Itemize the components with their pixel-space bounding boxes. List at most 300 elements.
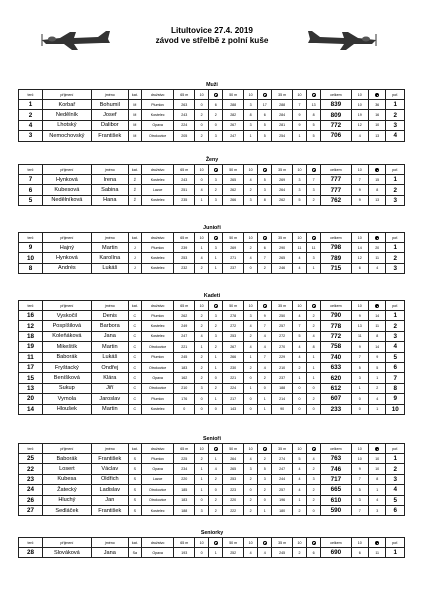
table-cell: 284 <box>272 110 293 120</box>
table-cell: 590 <box>321 505 351 515</box>
table-cell: 8 <box>19 263 43 273</box>
table-row <box>19 485 405 495</box>
table-cell: 237 <box>272 373 293 383</box>
table-row <box>19 383 405 393</box>
table-cell: 1 <box>209 362 223 372</box>
table-cell: 266 <box>223 352 244 362</box>
table-cell: 3 <box>19 131 43 141</box>
target-icon-header <box>258 538 272 548</box>
results-table <box>18 300 405 415</box>
table-cell: 1 <box>195 485 209 495</box>
table-row <box>19 505 405 515</box>
table-cell: 234 <box>174 464 195 474</box>
table-cell: 2 <box>307 311 321 321</box>
table-cell: 4 <box>386 485 405 495</box>
table-cell: Oldřich <box>91 474 128 484</box>
table-cell: 20 <box>369 243 386 253</box>
table-cell: 2 <box>292 362 306 372</box>
page-title: Litultovice 27.4. 2019 <box>171 26 253 35</box>
table-cell: 4 <box>292 263 306 273</box>
target-icon <box>263 236 267 240</box>
table-cell: Nemochovský <box>42 131 91 141</box>
table-cell: 5 <box>351 485 368 495</box>
column-header: 65 m <box>174 444 195 454</box>
table-cell: 288 <box>223 100 244 110</box>
table-cell: Ž <box>128 195 141 205</box>
table-cell: 4 <box>292 474 306 484</box>
table-cell: 1 <box>244 131 258 141</box>
table-cell: C <box>128 383 141 393</box>
table-cell: 11 <box>351 331 368 341</box>
table-cell: 12 <box>19 321 43 331</box>
table-cell: 4 <box>369 495 386 505</box>
table-cell: 15 <box>369 175 386 185</box>
table-cell: Dalibor <box>91 120 128 130</box>
table-cell: 265 <box>223 175 244 185</box>
target-icon <box>263 168 267 172</box>
target-icon-header <box>307 233 321 243</box>
table-cell: Otrokovice <box>141 485 174 495</box>
target-icon <box>214 541 218 545</box>
table-cell: 1 <box>307 362 321 372</box>
table-cell: 10 <box>351 454 368 464</box>
table-cell: 2 <box>195 311 209 321</box>
target-icon <box>375 236 379 240</box>
table-cell: S <box>128 485 141 495</box>
table-cell: 247 <box>272 464 293 474</box>
section-title: Kadeti <box>203 293 221 299</box>
table-cell: 2 <box>195 362 209 372</box>
target-icon <box>214 168 218 172</box>
column-header: 10 <box>292 301 306 311</box>
results-table <box>18 164 405 206</box>
table-row <box>19 331 405 341</box>
table-cell: 1 <box>195 342 209 352</box>
table-cell: C <box>128 394 141 404</box>
table-cell: 18 <box>19 331 43 341</box>
table-cell: 740 <box>321 352 351 362</box>
table-cell: 28 <box>19 548 43 558</box>
table-cell: Martin <box>91 243 128 253</box>
table-cell: František <box>91 505 128 515</box>
table-cell: 4 <box>369 394 386 404</box>
table-cell: 11 <box>369 548 386 558</box>
table-cell: 281 <box>272 120 293 130</box>
table-cell: 0 <box>307 404 321 414</box>
column-header: družstvo <box>141 233 174 243</box>
table-row <box>19 131 405 141</box>
table-cell: 0 <box>195 404 209 414</box>
table-cell: 3 <box>209 331 223 341</box>
table-cell: 1 <box>258 404 272 414</box>
table-cell: 4 <box>307 331 321 341</box>
table-cell: 5 <box>19 195 43 205</box>
table-cell: 14 <box>369 311 386 321</box>
target-icon <box>375 304 379 308</box>
table-cell: 9 <box>351 464 368 474</box>
table-cell: Martin <box>91 342 128 352</box>
table-cell: 13 <box>369 131 386 141</box>
table-cell: 1 <box>244 383 258 393</box>
table-cell: 2 <box>244 185 258 195</box>
table-cell: 13 <box>351 321 368 331</box>
column-header: 35 m <box>272 538 293 548</box>
section-title: Junioři <box>203 225 221 231</box>
table-cell: 2 <box>209 110 223 120</box>
column-header: 10 <box>351 538 368 548</box>
table-cell: 2 <box>195 131 209 141</box>
page-subtitle: závod ve střelbě z polní kuše <box>155 36 269 45</box>
table-cell: 262 <box>223 185 244 195</box>
table-cell: 0 <box>244 394 258 404</box>
table-cell: 4 <box>307 454 321 464</box>
table-cell: 11 <box>292 243 306 253</box>
table-cell: Otrokovice <box>141 131 174 141</box>
table-cell: 809 <box>321 110 351 120</box>
column-header: celkem <box>321 90 351 100</box>
table-cell: 2 <box>307 195 321 205</box>
table-cell: 11 <box>369 321 386 331</box>
table-cell: 253 <box>223 331 244 341</box>
column-header: 10 <box>195 538 209 548</box>
table-row <box>19 495 405 505</box>
column-header: jméno <box>91 90 128 100</box>
table-header-row <box>19 233 405 243</box>
table-cell: 7 <box>307 175 321 185</box>
table-cell: 10 <box>369 464 386 474</box>
table-cell: 24 <box>19 485 43 495</box>
table-cell: Kostelec <box>141 321 174 331</box>
table-cell: 2 <box>258 454 272 464</box>
table-cell: 252 <box>223 548 244 558</box>
table-cell: Baborák <box>42 454 91 464</box>
table-cell: 6 <box>258 243 272 253</box>
table-cell: 270 <box>272 342 293 352</box>
table-cell: 0 <box>209 404 223 414</box>
table-cell: 5 <box>258 120 272 130</box>
table-cell: 1 <box>386 175 405 185</box>
table-cell: 6 <box>209 100 223 110</box>
column-header: příjmení <box>42 233 91 243</box>
table-cell: 251 <box>174 185 195 195</box>
table-cell: Jana <box>91 331 128 341</box>
table-row <box>19 352 405 362</box>
table-cell: 3 <box>386 120 405 130</box>
column-header: jméno <box>91 538 128 548</box>
table-cell: 2 <box>209 383 223 393</box>
table-cell: Mikeštík <box>42 342 91 352</box>
table-cell: 4 <box>244 548 258 558</box>
table-cell: J <box>128 253 141 263</box>
table-cell: 8 <box>369 331 386 341</box>
table-cell: 10 <box>351 100 368 110</box>
table-cell: Kostelec <box>141 331 174 341</box>
table-cell: 7 <box>351 474 368 484</box>
table-cell: Lukáš <box>91 263 128 273</box>
target-icon <box>263 447 267 451</box>
table-cell: 777 <box>321 175 351 185</box>
table-cell: 2 <box>258 373 272 383</box>
table-cell: Opava <box>141 548 174 558</box>
table-cell: 11 <box>19 352 43 362</box>
table-cell: 265 <box>272 253 293 263</box>
table-cell: 3 <box>386 195 405 205</box>
column-header: celkem <box>321 165 351 175</box>
table-cell: 0 <box>195 394 209 404</box>
target-icon-header <box>258 165 272 175</box>
table-row <box>19 243 405 253</box>
column-header: 10 <box>292 538 306 548</box>
table-cell: Kostelec <box>141 404 174 414</box>
target-icon <box>312 304 316 308</box>
column-header: družstvo <box>141 301 174 311</box>
table-cell: Korbař <box>42 100 91 110</box>
table-cell: M <box>128 131 141 141</box>
table-cell: 5 <box>351 362 368 372</box>
table-cell: 633 <box>321 362 351 372</box>
target-icon-header <box>369 538 386 548</box>
column-header: 10 <box>351 301 368 311</box>
table-cell: 1 <box>209 548 223 558</box>
column-header: 10 <box>292 233 306 243</box>
table-cell: 607 <box>321 394 351 404</box>
table-cell: 253 <box>223 474 244 484</box>
table-cell: Kubesa <box>42 474 91 484</box>
table-cell: 8 <box>369 185 386 195</box>
table-cell: 0 <box>244 263 258 273</box>
table-cell: 0 <box>209 373 223 383</box>
table-cell: 4 <box>209 464 223 474</box>
table-cell: 4 <box>244 454 258 464</box>
table-cell: 214 <box>272 394 293 404</box>
table-cell: Opava <box>141 373 174 383</box>
table-cell: 7 <box>19 175 43 185</box>
table-cell: Opava <box>141 120 174 130</box>
table-cell: 210 <box>272 362 293 372</box>
table-cell: 1 <box>195 474 209 484</box>
table-cell: 10 <box>369 454 386 464</box>
table-cell: Beníšková <box>42 373 91 383</box>
table-cell: 4 <box>292 311 306 321</box>
column-header: 50 m <box>223 538 244 548</box>
table-cell: Kostelec <box>141 175 174 185</box>
table-cell: Václav <box>91 464 128 474</box>
table-cell: 2 <box>307 464 321 474</box>
table-cell: 262 <box>174 311 195 321</box>
table-cell: 14 <box>351 243 368 253</box>
table-cell: 19 <box>351 110 368 120</box>
table-header-row <box>19 444 405 454</box>
table-cell: Plumlov <box>141 394 174 404</box>
table-cell: Vymola <box>42 394 91 404</box>
table-cell: 232 <box>174 263 195 273</box>
table-cell: 272 <box>272 331 293 341</box>
table-cell: 746 <box>321 464 351 474</box>
table-cell: Kostelec <box>141 253 174 263</box>
table-cell: Lazce <box>141 474 174 484</box>
table-cell: 0 <box>307 505 321 515</box>
target-icon-header <box>209 301 223 311</box>
table-cell: 2 <box>209 505 223 515</box>
table-cell: Pospíšilová <box>42 321 91 331</box>
table-cell: 5 <box>292 195 306 205</box>
table-cell: 90 <box>272 404 293 414</box>
table-cell: S <box>128 474 141 484</box>
table-cell: Jana <box>91 548 128 558</box>
table-cell: 288 <box>272 100 293 110</box>
table-cell: 2 <box>195 454 209 464</box>
column-header: 65 m <box>174 165 195 175</box>
table-cell: 2 <box>386 110 405 120</box>
column-header: 10 <box>195 233 209 243</box>
column-header: poř. <box>386 90 405 100</box>
table-cell: 1 <box>195 464 209 474</box>
table-cell: 665 <box>321 485 351 495</box>
table-cell: 2 <box>209 321 223 331</box>
table-cell: 7 <box>292 321 306 331</box>
table-cell: 16 <box>19 311 43 321</box>
table-cell: S <box>128 505 141 515</box>
table-cell: 1 <box>307 373 321 383</box>
column-header: terč <box>19 90 43 100</box>
table-cell: 0 <box>292 394 306 404</box>
table-row <box>19 263 405 273</box>
column-header: 10 <box>351 444 368 454</box>
table-cell: Kostelec <box>141 505 174 515</box>
table-cell: Andrés <box>42 263 91 273</box>
table-cell: 183 <box>174 362 195 372</box>
column-header: terč <box>19 444 43 454</box>
table-cell: 1 <box>209 454 223 464</box>
table-cell: 0 <box>195 120 209 130</box>
table-cell: 3 <box>244 311 258 321</box>
table-cell: 7 <box>351 175 368 185</box>
table-cell: 7 <box>351 505 368 515</box>
table-row <box>19 185 405 195</box>
column-header: 35 m <box>272 90 293 100</box>
table-cell: 777 <box>321 185 351 195</box>
table-cell: Plumlov <box>141 352 174 362</box>
table-cell: 1 <box>209 394 223 404</box>
table-cell: Slováková <box>42 548 91 558</box>
column-header: 10 <box>195 90 209 100</box>
table-cell: 715 <box>321 263 351 273</box>
table-cell: 8 <box>258 195 272 205</box>
column-header: jméno <box>91 444 128 454</box>
table-cell: 0 <box>292 383 306 393</box>
table-cell: S <box>128 454 141 464</box>
table-cell: 2 <box>19 110 43 120</box>
column-header: poř. <box>386 301 405 311</box>
table-cell: Sukup <box>42 383 91 393</box>
column-header: 10 <box>244 165 258 175</box>
table-cell: C <box>128 342 141 352</box>
table-cell: 254 <box>272 131 293 141</box>
table-cell: 193 <box>174 548 195 558</box>
table-cell: 620 <box>321 373 351 383</box>
table-cell: 13 <box>307 100 321 110</box>
target-icon <box>312 541 316 545</box>
table-cell: 243 <box>174 175 195 185</box>
table-cell: 4 <box>292 352 306 362</box>
table-cell: 8 <box>307 110 321 120</box>
column-header: poř. <box>386 165 405 175</box>
table-cell: 3 <box>209 131 223 141</box>
table-cell: Sabina <box>91 185 128 195</box>
target-icon-header <box>369 165 386 175</box>
table-cell: 1 <box>369 373 386 383</box>
table-cell: 5 <box>386 352 405 362</box>
table-cell: 4 <box>244 342 258 352</box>
column-header: 10 <box>351 90 368 100</box>
table-cell: 12 <box>351 253 368 263</box>
table-cell: Koleňáková <box>42 331 91 341</box>
table-cell: 1 <box>292 373 306 383</box>
table-cell: 3 <box>386 474 405 484</box>
table-cell: 790 <box>321 311 351 321</box>
table-cell: 3 <box>307 185 321 195</box>
target-icon-header <box>307 301 321 311</box>
table-cell: 221 <box>223 373 244 383</box>
table-cell: M <box>128 120 141 130</box>
table-cell: 3 <box>244 100 258 110</box>
table-cell: Josef <box>91 110 128 120</box>
table-cell: 235 <box>174 195 195 205</box>
target-icon <box>375 541 379 545</box>
table-cell: C <box>128 404 141 414</box>
table-cell: 27 <box>19 505 43 515</box>
table-cell: 1 <box>244 352 258 362</box>
table-cell: 0 <box>195 548 209 558</box>
table-cell: 10 <box>19 253 43 263</box>
table-cell: 2 <box>386 464 405 474</box>
table-cell: 7 <box>258 321 272 331</box>
table-cell: 2 <box>244 362 258 372</box>
table-cell: 4 <box>292 342 306 352</box>
table-cell: 2 <box>195 352 209 362</box>
table-cell: 4 <box>244 321 258 331</box>
column-header: jméno <box>91 233 128 243</box>
table-cell: 0 <box>351 404 368 414</box>
target-icon <box>263 541 267 545</box>
table-cell: Hajný <box>42 243 91 253</box>
table-cell: 9 <box>351 195 368 205</box>
column-header: jméno <box>91 301 128 311</box>
table-header-row <box>19 301 405 311</box>
column-header: 65 m <box>174 301 195 311</box>
table-cell: 0 <box>258 383 272 393</box>
column-header: družstvo <box>141 538 174 548</box>
column-header: kat. <box>128 233 141 243</box>
table-cell: František <box>91 454 128 464</box>
target-icon <box>214 93 218 97</box>
table-cell: 290 <box>272 243 293 253</box>
table-cell: Sa <box>128 548 141 558</box>
table-cell: 225 <box>174 454 195 464</box>
column-header: 10 <box>195 444 209 454</box>
column-header: terč <box>19 538 43 548</box>
table-cell: 9 <box>258 311 272 321</box>
table-cell: 2 <box>244 505 258 515</box>
table-cell: 3 <box>369 505 386 515</box>
table-cell: Jiří <box>91 383 128 393</box>
table-cell: 4 <box>195 331 209 341</box>
table-cell: 250 <box>272 311 293 321</box>
table-cell: 14 <box>19 404 43 414</box>
table-cell: Kubesová <box>42 185 91 195</box>
table-cell: 0 <box>244 404 258 414</box>
table-cell: 6 <box>351 548 368 558</box>
